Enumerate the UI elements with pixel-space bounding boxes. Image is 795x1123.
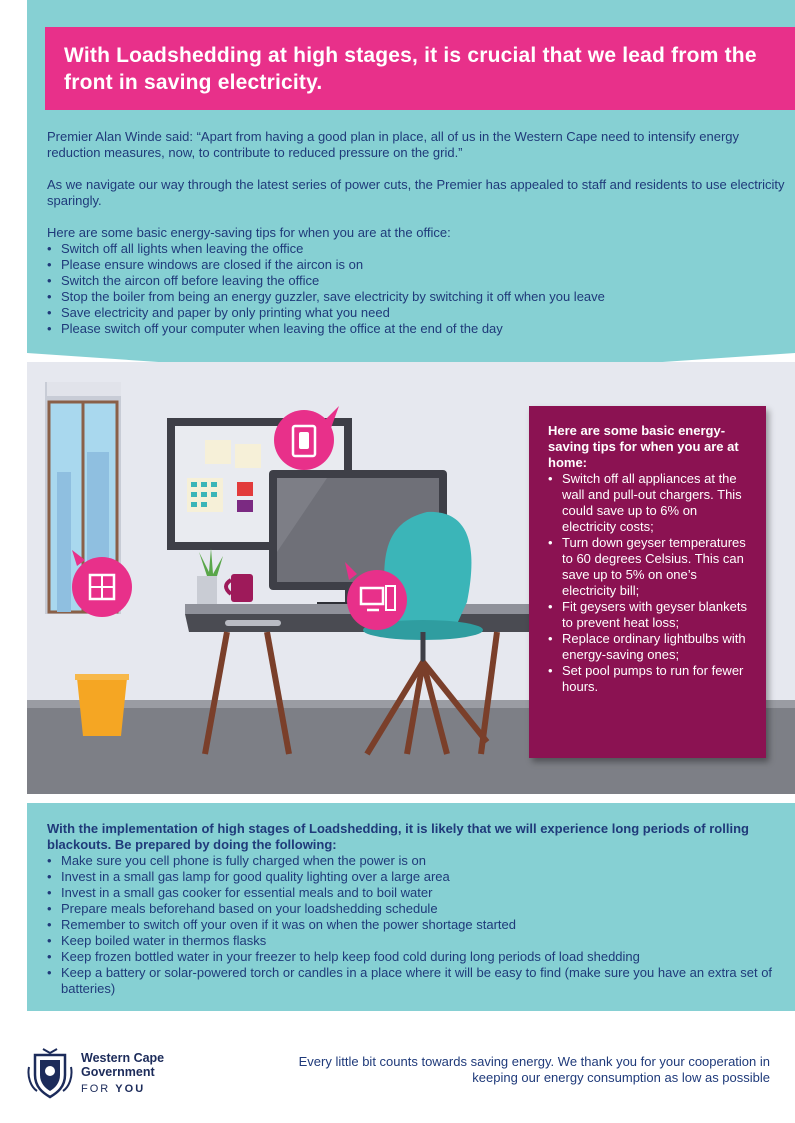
list-item: • Remember to switch off your oven if it was on when the power shortage started: [47, 917, 787, 933]
premier-quote: Premier Alan Winde said: “Apart from having a good plan in place, all of us in the Western Cape need to intensify energy reduction measures, now, to contribute to reduced pressure on the grid.”: [47, 129, 740, 160]
premier-appeal: As we navigate our way through the latest series of power cuts, the Premier has appealed to staff and residents to use electricity sparingly.: [47, 177, 785, 208]
headline-banner: [45, 27, 795, 110]
list-item: • Switch off all lights when leaving the office: [47, 241, 787, 257]
footer-thanks: Every little bit counts towards saving energy. We thank you for your cooperation in keeping our energy consumption as low as possible: [298, 1054, 770, 1085]
list-item: • Keep a battery or solar-powered torch or candles in a place where it will be easy to find (make sure you have an extra set of batteries): [47, 965, 787, 997]
office-tips-intro: Here are some basic energy-saving tips for when you are at the office:: [47, 225, 451, 240]
office-tips-list: [47, 241, 787, 337]
headline: With Loadshedding at high stages, it is crucial that we lead from the front in saving electricity.: [64, 44, 757, 94]
list-item: • Replace ordinary lightbulbs with energy-saving ones;: [548, 631, 754, 663]
list-item: • Please ensure windows are closed if the aircon is on: [47, 257, 787, 273]
home-tips-title: Here are some basic energy-saving tips for when you are at home:: [548, 423, 739, 470]
list-item: • Prepare meals beforehand based on your loadshedding schedule: [47, 901, 787, 917]
blackouts-section: [47, 821, 787, 997]
list-item: • Set pool pumps to run for fewer hours.: [548, 663, 754, 695]
list-item: • Please switch off your computer when leaving the office at the end of the day: [47, 321, 787, 337]
list-item: • Fit geysers with geyser blankets to prevent heat loss;: [548, 599, 754, 631]
blackouts-tips-list: [47, 853, 787, 997]
list-item: • Keep boiled water in thermos flasks: [47, 933, 787, 949]
western-cape-government-logo: [27, 1045, 207, 1101]
list-item: • Stop the boiler from being an energy guzzler, save electricity by switching it off when you leave: [47, 289, 787, 305]
logo-text-line1: Western Cape: [81, 1051, 165, 1065]
logo-tagline: [81, 1083, 145, 1095]
list-item: • Keep frozen bottled water in your freezer to help keep food cold during long periods of load shedding: [47, 949, 787, 965]
home-tips-box: [529, 406, 766, 758]
list-item: • Make sure you cell phone is fully charged when the power is on: [47, 853, 787, 869]
logo-text-line2: Government: [81, 1065, 155, 1079]
logo-tagline-you: YOU: [115, 1083, 146, 1095]
list-item: • Invest in a small gas cooker for essential meals and to boil water: [47, 885, 787, 901]
computer-icon: [347, 570, 407, 630]
list-item: • Invest in a small gas lamp for good quality lighting over a large area: [47, 869, 787, 885]
list-item: • Save electricity and paper by only printing what you need: [47, 305, 787, 321]
list-item: • Switch the aircon off before leaving the office: [47, 273, 787, 289]
intro-section: [47, 129, 787, 337]
list-item: • Switch off all appliances at the wall and pull-out chargers. This could save up to 6% on electricity costs;: [548, 471, 754, 535]
list-item: • Turn down geyser temperatures to 60 degrees Celsius. This can save up to 5% on one’s electricity bill;: [548, 535, 754, 599]
logo-tagline-for: FOR: [81, 1083, 111, 1095]
blackouts-heading: With the implementation of high stages of Loadshedding, it is likely that we will experience long periods of rolling blackouts. Be prepared by doing the following:: [47, 821, 749, 852]
coat-of-arms-icon: [27, 1047, 73, 1099]
home-tips-list: [548, 471, 754, 695]
